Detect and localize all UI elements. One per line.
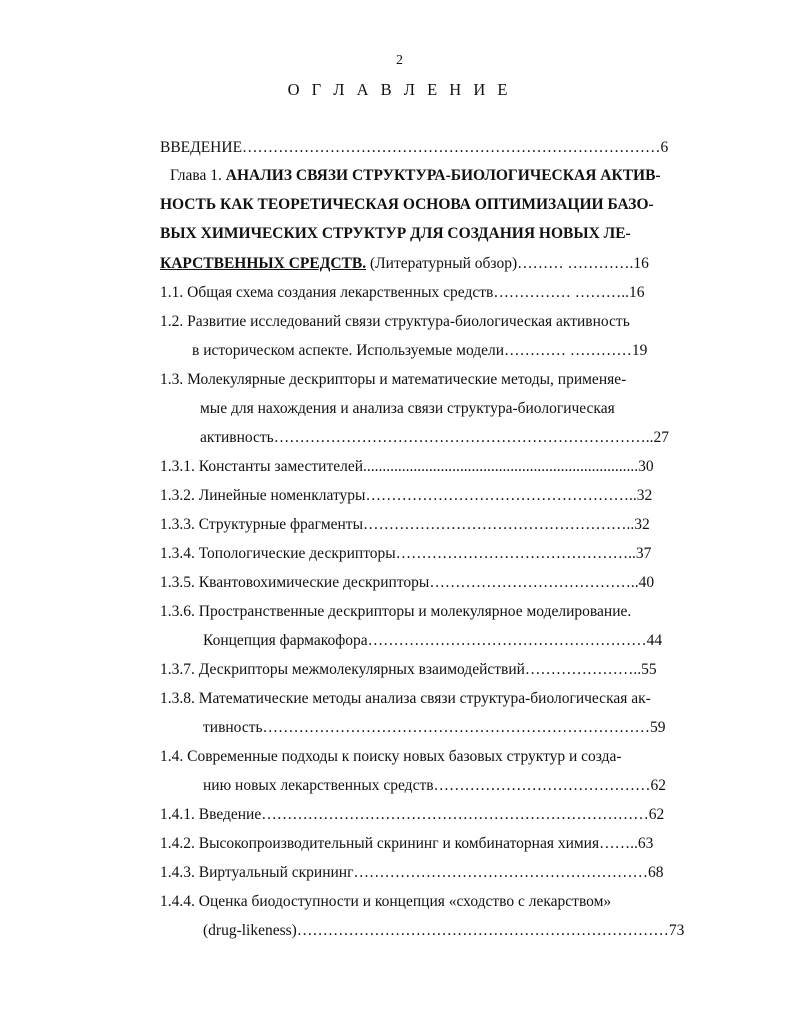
toc-entry-1-3-2: 1.3.2. Линейные номенклатуры……………………………………………..32 [160,487,653,504]
toc-entry-1-3: 1.3. Молекулярные дескрипторы и математические методы, применяе- [160,371,627,388]
page-title: О Г Л А В Л Е Н И Е [287,80,512,99]
toc-entry-1-3-8: 1.3.8. Математические методы анализа связи структура-биологическая ак- [160,690,651,707]
page-number: 2 [396,53,403,68]
chapter-title-line [160,254,649,274]
chapter-title-line: ВЫХ ХИМИЧЕСКИХ СТРУКТУР ДЛЯ СОЗДАНИЯ НОВЫХ ЛЕ- [160,225,631,242]
toc-chapter-1 [170,166,661,186]
toc-entry-1-3-5: 1.3.5. Квантовохимические дескрипторы…………………………………..40 [160,574,655,591]
toc-entry-1-2-cont: в историческом аспекте. Используемые модели………… …………19 [192,342,648,359]
chapter-subtitle: (Литературный обзор)……… ………….16 [366,255,649,272]
toc-entry-1-4-cont: нию новых лекарственных средств……………………………………62 [203,777,667,794]
toc-entry-1-4-4: 1.4.4. Оценка биодоступности и концепция «сходство с лекарством» [160,893,612,910]
toc-entry-1-3-6-cont: Концепция фармакофора………………………………………………44 [203,632,663,649]
chapter-title-end: КАРСТВЕННЫХ СРЕДСТВ. [160,255,367,272]
toc-entry-1-4-2: 1.4.2. Высокопроизводительный скрининг и комбинаторная химия……..63 [160,835,654,852]
toc-entry-1-3-6: 1.3.6. Пространственные дескрипторы и молекулярное моделирование. [160,603,632,620]
toc-entry-1-3-3: 1.3.3. Структурные фрагменты……………………………………………..32 [160,516,650,533]
chapter-title-line: АНАЛИЗ СВЯЗИ СТРУКТУРА-БИОЛОГИЧЕСКАЯ АКТИВ- [225,167,661,184]
toc-entry-1-4-4-cont: (drug-likeness)………………………………………………………………73 [203,922,685,939]
toc-entry-1-4-1: 1.4.1. Введение…………………………………………………………………62 [160,806,665,823]
toc-entry-1-3-1: 1.3.1. Константы заместителей.......................................................................30 [160,458,654,475]
toc-entry-1-3-cont: активность………………………………………………………………..27 [200,429,669,446]
toc-entry-1-3-4: 1.3.4. Топологические дескрипторы………………………………………..37 [160,545,652,562]
toc-entry-1-4: 1.4. Современные подходы к поиску новых базовых структур и созда- [160,748,622,765]
toc-entry-intro: ВВЕДЕНИЕ………………………………………………………………………6 [160,139,669,156]
chapter-title-line: НОСТЬ КАК ТЕОРЕТИЧЕСКАЯ ОСНОВА ОПТИМИЗАЦИИ БАЗО- [160,196,654,213]
toc-entry-1-3-8-cont: тивность…………………………………………………………………59 [203,719,666,736]
toc-entry-1-3-7: 1.3.7. Дескрипторы межмолекулярных взаимодействий…………………..55 [160,661,657,678]
toc-entry-1-1: 1.1. Общая схема создания лекарственных средств…………… ………..16 [160,284,645,301]
toc-entry-1-4-3: 1.4.3. Виртуальный скрининг…………………………………………………68 [160,864,664,881]
toc-entry-1-2: 1.2. Развитие исследований связи структура-биологическая активность [160,313,630,330]
chapter-label: Глава 1. [170,167,222,184]
toc-entry-1-3-cont: мые для нахождения и анализа связи структура-биологическая [200,400,615,417]
